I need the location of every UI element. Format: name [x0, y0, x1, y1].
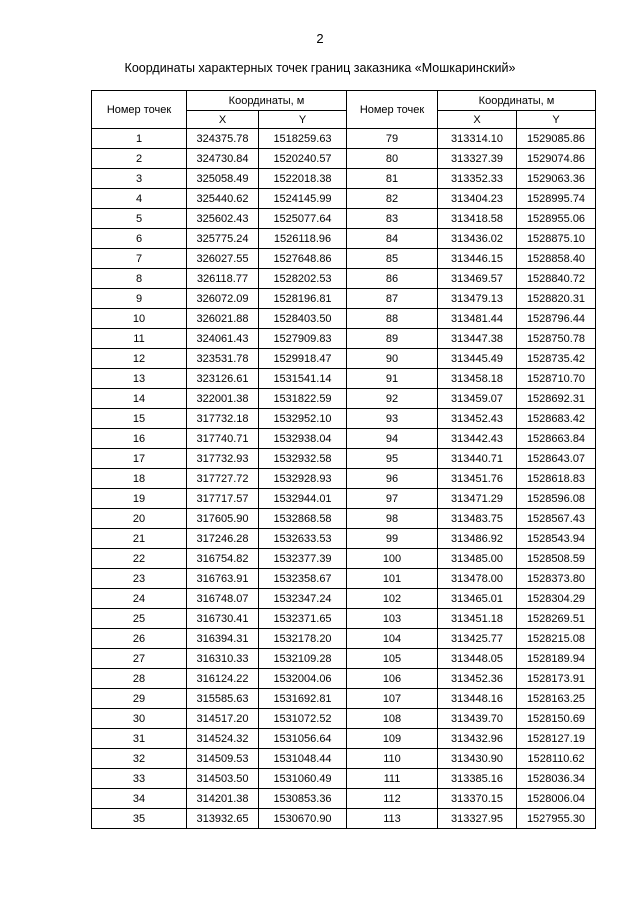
point-number-cell: 113 [347, 809, 438, 829]
x-coordinate-cell: 324061.43 [187, 329, 259, 349]
x-coordinate-cell: 313465.01 [438, 589, 517, 609]
y-coordinate-cell: 1528735.42 [517, 349, 596, 369]
x-coordinate-cell: 322001.38 [187, 389, 259, 409]
y-coordinate-cell: 1530670.90 [259, 809, 347, 829]
table-row [92, 709, 596, 729]
y-coordinate-cell: 1531072.52 [259, 709, 347, 729]
point-number-cell: 17 [92, 449, 187, 469]
point-number-cell: 108 [347, 709, 438, 729]
x-coordinate-cell: 313425.77 [438, 629, 517, 649]
point-number-cell: 97 [347, 489, 438, 509]
x-coordinate-cell: 313459.07 [438, 389, 517, 409]
y-coordinate-cell: 1528127.19 [517, 729, 596, 749]
point-number-cell: 87 [347, 289, 438, 309]
point-number-cell: 26 [92, 629, 187, 649]
point-number-cell: 14 [92, 389, 187, 409]
x-coordinate-cell: 317605.90 [187, 509, 259, 529]
table-row [92, 489, 596, 509]
x-coordinate-cell: 313442.43 [438, 429, 517, 449]
y-coordinate-cell: 1528796.44 [517, 309, 596, 329]
y-coordinate-cell: 1528567.43 [517, 509, 596, 529]
x-coordinate-cell: 313478.00 [438, 569, 517, 589]
point-number-cell: 86 [347, 269, 438, 289]
point-number-cell: 90 [347, 349, 438, 369]
y-coordinate-cell: 1528750.78 [517, 329, 596, 349]
x-coordinate-cell: 313932.65 [187, 809, 259, 829]
x-coordinate-cell: 325440.62 [187, 189, 259, 209]
point-number-cell: 80 [347, 149, 438, 169]
point-number-cell: 20 [92, 509, 187, 529]
table-row [92, 329, 596, 349]
point-number-cell: 89 [347, 329, 438, 349]
y-coordinate-cell: 1529918.47 [259, 349, 347, 369]
table-row [92, 509, 596, 529]
table-row [92, 749, 596, 769]
coordinates-table-body [92, 129, 596, 829]
table-row [92, 209, 596, 229]
table-row [92, 229, 596, 249]
x-coordinate-cell: 313486.92 [438, 529, 517, 549]
table-row [92, 469, 596, 489]
y-coordinate-cell: 1518259.63 [259, 129, 347, 149]
point-number-cell: 105 [347, 649, 438, 669]
x-coordinate-cell: 313404.23 [438, 189, 517, 209]
x-coordinate-cell: 313452.36 [438, 669, 517, 689]
table-row [92, 349, 596, 369]
x-coordinate-cell: 314524.32 [187, 729, 259, 749]
y-coordinate-cell: 1528692.31 [517, 389, 596, 409]
x-coordinate-cell: 314509.53 [187, 749, 259, 769]
y-coordinate-cell: 1532938.04 [259, 429, 347, 449]
table-row [92, 789, 596, 809]
y-coordinate-cell: 1532004.06 [259, 669, 347, 689]
table-row [92, 429, 596, 449]
x-column-header: X [438, 111, 517, 129]
table-row [92, 609, 596, 629]
x-coordinate-cell: 316763.91 [187, 569, 259, 589]
y-coordinate-cell: 1528304.29 [517, 589, 596, 609]
x-coordinate-cell: 313448.16 [438, 689, 517, 709]
y-coordinate-cell: 1532932.58 [259, 449, 347, 469]
x-coordinate-cell: 313458.18 [438, 369, 517, 389]
table-row [92, 249, 596, 269]
point-number-cell: 23 [92, 569, 187, 589]
y-coordinate-cell: 1532633.53 [259, 529, 347, 549]
point-number-cell: 99 [347, 529, 438, 549]
y-coordinate-cell: 1528710.70 [517, 369, 596, 389]
table-row [92, 149, 596, 169]
y-coordinate-cell: 1530853.36 [259, 789, 347, 809]
table-row [92, 729, 596, 749]
point-number-cell: 12 [92, 349, 187, 369]
point-number-cell: 18 [92, 469, 187, 489]
x-coordinate-cell: 324730.84 [187, 149, 259, 169]
document-title: Координаты характерных точек границ заказника «Мошкаринский» [124, 61, 516, 75]
x-coordinate-cell: 316124.22 [187, 669, 259, 689]
point-number-cell: 94 [347, 429, 438, 449]
x-coordinate-cell: 314517.20 [187, 709, 259, 729]
y-coordinate-cell: 1528858.40 [517, 249, 596, 269]
y-coordinate-cell: 1528683.42 [517, 409, 596, 429]
x-coordinate-cell: 313327.95 [438, 809, 517, 829]
x-coordinate-cell: 323126.61 [187, 369, 259, 389]
y-coordinate-cell: 1532928.93 [259, 469, 347, 489]
y-coordinate-cell: 1532347.24 [259, 589, 347, 609]
point-number-cell: 4 [92, 189, 187, 209]
point-number-cell: 110 [347, 749, 438, 769]
x-coordinate-cell: 317740.71 [187, 429, 259, 449]
point-number-cell: 33 [92, 769, 187, 789]
x-coordinate-cell: 317246.28 [187, 529, 259, 549]
x-coordinate-cell: 314503.50 [187, 769, 259, 789]
point-number-cell: 106 [347, 669, 438, 689]
point-number-cell: 79 [347, 129, 438, 149]
x-coordinate-cell: 313451.18 [438, 609, 517, 629]
x-coordinate-cell: 313432.96 [438, 729, 517, 749]
x-coordinate-cell: 313440.71 [438, 449, 517, 469]
x-coordinate-cell: 317732.18 [187, 409, 259, 429]
x-coordinate-cell: 316748.07 [187, 589, 259, 609]
y-coordinate-cell: 1528189.94 [517, 649, 596, 669]
point-number-cell: 35 [92, 809, 187, 829]
table-row [92, 449, 596, 469]
y-coordinate-cell: 1524145.99 [259, 189, 347, 209]
table-row [92, 369, 596, 389]
table-row [92, 569, 596, 589]
x-coordinate-cell: 313385.16 [438, 769, 517, 789]
table-row [92, 269, 596, 289]
x-coordinate-cell: 313451.76 [438, 469, 517, 489]
y-coordinate-cell: 1532944.01 [259, 489, 347, 509]
point-number-cell: 91 [347, 369, 438, 389]
coordinates-header: Координаты, м [187, 91, 347, 111]
y-coordinate-cell: 1532952.10 [259, 409, 347, 429]
point-number-cell: 112 [347, 789, 438, 809]
y-coordinate-cell: 1528543.94 [517, 529, 596, 549]
y-coordinate-cell: 1531822.59 [259, 389, 347, 409]
point-number-cell: 104 [347, 629, 438, 649]
y-coordinate-cell: 1528036.34 [517, 769, 596, 789]
x-coordinate-cell: 313471.29 [438, 489, 517, 509]
point-number-cell: 31 [92, 729, 187, 749]
y-coordinate-cell: 1528269.51 [517, 609, 596, 629]
table-row [92, 389, 596, 409]
y-coordinate-cell: 1520240.57 [259, 149, 347, 169]
point-number-cell: 29 [92, 689, 187, 709]
point-number-cell: 34 [92, 789, 187, 809]
table-row [92, 289, 596, 309]
y-coordinate-cell: 1529063.36 [517, 169, 596, 189]
y-coordinate-cell: 1531056.64 [259, 729, 347, 749]
point-number-cell: 3 [92, 169, 187, 189]
point-number-cell: 8 [92, 269, 187, 289]
x-coordinate-cell: 326021.88 [187, 309, 259, 329]
point-number-cell: 100 [347, 549, 438, 569]
x-coordinate-cell: 316394.31 [187, 629, 259, 649]
point-number-cell: 16 [92, 429, 187, 449]
table-row [92, 129, 596, 149]
y-coordinate-cell: 1526118.96 [259, 229, 347, 249]
point-number-cell: 19 [92, 489, 187, 509]
y-coordinate-cell: 1528215.08 [517, 629, 596, 649]
point-number-cell: 102 [347, 589, 438, 609]
x-coordinate-cell: 313446.15 [438, 249, 517, 269]
point-number-cell: 92 [347, 389, 438, 409]
point-number-cell: 21 [92, 529, 187, 549]
x-coordinate-cell: 315585.63 [187, 689, 259, 709]
y-coordinate-cell: 1529085.86 [517, 129, 596, 149]
y-coordinate-cell: 1531048.44 [259, 749, 347, 769]
point-number-cell: 84 [347, 229, 438, 249]
x-coordinate-cell: 313327.39 [438, 149, 517, 169]
x-coordinate-cell: 324375.78 [187, 129, 259, 149]
table-row [92, 669, 596, 689]
x-coordinate-cell: 313436.02 [438, 229, 517, 249]
y-column-header: Y [517, 111, 596, 129]
point-number-cell: 15 [92, 409, 187, 429]
y-coordinate-cell: 1528163.25 [517, 689, 596, 709]
x-coordinate-cell: 317732.93 [187, 449, 259, 469]
y-coordinate-cell: 1529074.86 [517, 149, 596, 169]
point-number-cell: 107 [347, 689, 438, 709]
point-number-cell: 95 [347, 449, 438, 469]
y-coordinate-cell: 1531692.81 [259, 689, 347, 709]
x-coordinate-cell: 325058.49 [187, 169, 259, 189]
table-row [92, 309, 596, 329]
table-row [92, 629, 596, 649]
x-coordinate-cell: 313479.13 [438, 289, 517, 309]
x-coordinate-cell: 325775.24 [187, 229, 259, 249]
y-coordinate-cell: 1528006.04 [517, 789, 596, 809]
table-row [92, 769, 596, 789]
y-coordinate-cell: 1528618.83 [517, 469, 596, 489]
x-coordinate-cell: 313469.57 [438, 269, 517, 289]
x-coordinate-cell: 316730.41 [187, 609, 259, 629]
y-coordinate-cell: 1532371.65 [259, 609, 347, 629]
point-number-cell: 7 [92, 249, 187, 269]
y-coordinate-cell: 1527909.83 [259, 329, 347, 349]
table-row [92, 649, 596, 669]
x-coordinate-cell: 313452.43 [438, 409, 517, 429]
y-coordinate-cell: 1527648.86 [259, 249, 347, 269]
y-coordinate-cell: 1528596.08 [517, 489, 596, 509]
x-coordinate-cell: 316754.82 [187, 549, 259, 569]
x-coordinate-cell: 326118.77 [187, 269, 259, 289]
y-coordinate-cell: 1532358.67 [259, 569, 347, 589]
page-number: 2 [316, 31, 324, 46]
x-coordinate-cell: 326027.55 [187, 249, 259, 269]
point-number-cell: 101 [347, 569, 438, 589]
point-number-cell: 13 [92, 369, 187, 389]
point-number-cell: 103 [347, 609, 438, 629]
x-coordinate-cell: 326072.09 [187, 289, 259, 309]
y-coordinate-cell: 1525077.64 [259, 209, 347, 229]
x-coordinate-cell: 325602.43 [187, 209, 259, 229]
point-number-cell: 25 [92, 609, 187, 629]
y-coordinate-cell: 1528403.50 [259, 309, 347, 329]
y-coordinate-cell: 1531541.14 [259, 369, 347, 389]
x-coordinate-cell: 313370.15 [438, 789, 517, 809]
point-number-cell: 10 [92, 309, 187, 329]
y-coordinate-cell: 1528508.59 [517, 549, 596, 569]
point-number-header: Номер точек [92, 91, 187, 129]
point-number-cell: 93 [347, 409, 438, 429]
y-coordinate-cell: 1532377.39 [259, 549, 347, 569]
y-coordinate-cell: 1528820.31 [517, 289, 596, 309]
y-coordinate-cell: 1528875.10 [517, 229, 596, 249]
point-number-cell: 9 [92, 289, 187, 309]
y-coordinate-cell: 1528643.07 [517, 449, 596, 469]
y-coordinate-cell: 1532868.58 [259, 509, 347, 529]
point-number-cell: 24 [92, 589, 187, 609]
point-number-header: Номер точек [347, 91, 438, 129]
x-coordinate-cell: 313439.70 [438, 709, 517, 729]
x-coordinate-cell: 313418.58 [438, 209, 517, 229]
x-coordinate-cell: 317717.57 [187, 489, 259, 509]
point-number-cell: 5 [92, 209, 187, 229]
x-coordinate-cell: 313445.49 [438, 349, 517, 369]
y-column-header: Y [259, 111, 347, 129]
y-coordinate-cell: 1528110.62 [517, 749, 596, 769]
point-number-cell: 28 [92, 669, 187, 689]
point-number-cell: 6 [92, 229, 187, 249]
x-coordinate-cell: 313314.10 [438, 129, 517, 149]
x-coordinate-cell: 313483.75 [438, 509, 517, 529]
x-coordinate-cell: 313481.44 [438, 309, 517, 329]
table-row [92, 589, 596, 609]
y-coordinate-cell: 1528173.91 [517, 669, 596, 689]
table-row [92, 409, 596, 429]
y-coordinate-cell: 1528840.72 [517, 269, 596, 289]
x-coordinate-cell: 316310.33 [187, 649, 259, 669]
point-number-cell: 88 [347, 309, 438, 329]
point-number-cell: 2 [92, 149, 187, 169]
point-number-cell: 82 [347, 189, 438, 209]
y-coordinate-cell: 1532109.28 [259, 649, 347, 669]
y-coordinate-cell: 1531060.49 [259, 769, 347, 789]
table-row [92, 689, 596, 709]
x-coordinate-cell: 313352.33 [438, 169, 517, 189]
y-coordinate-cell: 1522018.38 [259, 169, 347, 189]
y-coordinate-cell: 1527955.30 [517, 809, 596, 829]
x-coordinate-cell: 313485.00 [438, 549, 517, 569]
point-number-cell: 98 [347, 509, 438, 529]
y-coordinate-cell: 1532178.20 [259, 629, 347, 649]
table-row [92, 809, 596, 829]
point-number-cell: 83 [347, 209, 438, 229]
point-number-cell: 30 [92, 709, 187, 729]
x-coordinate-cell: 317727.72 [187, 469, 259, 489]
coordinates-header: Координаты, м [438, 91, 596, 111]
x-coordinate-cell: 313447.38 [438, 329, 517, 349]
point-number-cell: 81 [347, 169, 438, 189]
x-coordinate-cell: 313448.05 [438, 649, 517, 669]
point-number-cell: 1 [92, 129, 187, 149]
table-row [92, 189, 596, 209]
table-row [92, 169, 596, 189]
y-coordinate-cell: 1528373.80 [517, 569, 596, 589]
point-number-cell: 11 [92, 329, 187, 349]
x-coordinate-cell: 314201.38 [187, 789, 259, 809]
point-number-cell: 85 [347, 249, 438, 269]
coordinates-table [91, 90, 596, 829]
point-number-cell: 111 [347, 769, 438, 789]
point-number-cell: 109 [347, 729, 438, 749]
point-number-cell: 96 [347, 469, 438, 489]
point-number-cell: 27 [92, 649, 187, 669]
x-coordinate-cell: 313430.90 [438, 749, 517, 769]
table-row [92, 529, 596, 549]
y-coordinate-cell: 1528202.53 [259, 269, 347, 289]
y-coordinate-cell: 1528995.74 [517, 189, 596, 209]
table-row [92, 549, 596, 569]
y-coordinate-cell: 1528663.84 [517, 429, 596, 449]
y-coordinate-cell: 1528196.81 [259, 289, 347, 309]
x-coordinate-cell: 323531.78 [187, 349, 259, 369]
y-coordinate-cell: 1528150.69 [517, 709, 596, 729]
point-number-cell: 22 [92, 549, 187, 569]
point-number-cell: 32 [92, 749, 187, 769]
y-coordinate-cell: 1528955.06 [517, 209, 596, 229]
x-column-header: X [187, 111, 259, 129]
